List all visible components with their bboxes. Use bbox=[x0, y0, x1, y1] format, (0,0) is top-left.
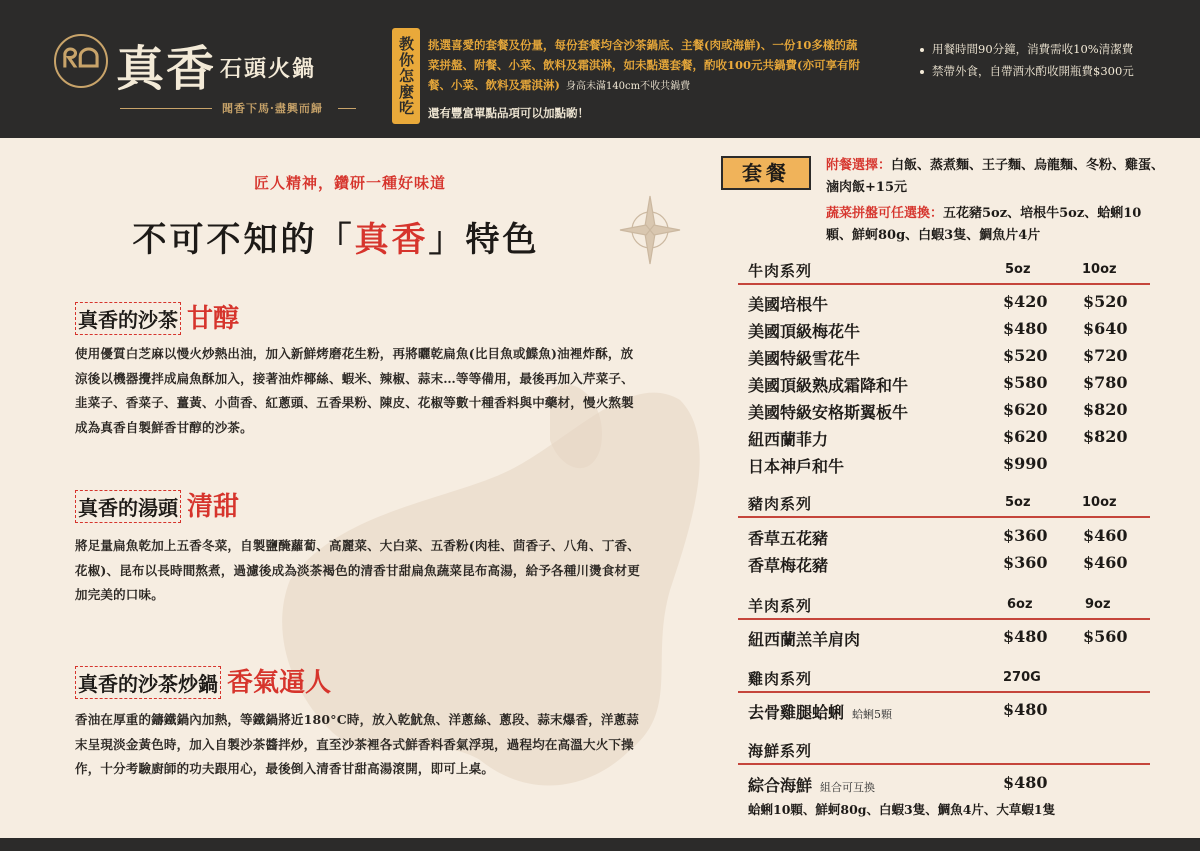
brand-slogan: 聞香下馬·盡興而歸 bbox=[222, 102, 323, 115]
menu-item: 美國特級雪花牛 bbox=[748, 349, 861, 368]
category-lamb: 羊肉系列 bbox=[748, 597, 813, 615]
divider bbox=[738, 691, 1150, 693]
section-body: 將足量扁魚乾加上五香冬菜，自製鹽醃蘿蔔、高麗菜、大白菜、五香粉(肉桂、茴香子、八角、丁香、花椒)、昆布以長時間熬煮，過濾後成為淡茶褐色的清香甘甜扁魚蔬菜昆布高湯，給予各種川燙食材更加完美的口味。 bbox=[75, 538, 640, 602]
page-title: 不可不知的「真香」特色 bbox=[132, 220, 540, 260]
logo-mark: ᖇᗝ bbox=[54, 34, 108, 88]
price: $520 bbox=[1083, 292, 1128, 311]
brand-name: 真香 bbox=[116, 41, 217, 97]
price: $640 bbox=[1083, 319, 1128, 338]
menu-item: 紐西蘭羔羊肩肉 bbox=[748, 630, 861, 649]
price: $780 bbox=[1083, 373, 1128, 392]
seafood-detail: 蛤蜊10顆、鮮蚵80g、白蝦3隻、鯛魚4片、大草蝦1隻 bbox=[748, 802, 1056, 817]
menu-item: 美國頂級梅花牛 bbox=[748, 322, 861, 341]
set-meal-badge: 套餐 bbox=[721, 156, 811, 190]
divider bbox=[738, 516, 1150, 518]
menu-item: 美國頂級熟成霜降和牛 bbox=[748, 376, 909, 395]
bullet-icon bbox=[920, 70, 924, 74]
price: $820 bbox=[1083, 400, 1128, 419]
price: $620 bbox=[1003, 400, 1048, 419]
price: $520 bbox=[1003, 346, 1048, 365]
size-column: 270G bbox=[1003, 670, 1041, 685]
divider bbox=[738, 763, 1150, 765]
howto-extra: 還有豐富單點品項可以加點喲！ bbox=[428, 106, 589, 120]
size-column: 5oz bbox=[1005, 495, 1031, 510]
footer-bar bbox=[0, 838, 1200, 851]
house-rule: 禁帶外食，自帶酒水酌收開瓶費$300元 bbox=[920, 60, 1134, 82]
price: $620 bbox=[1003, 427, 1048, 446]
section-heading: 真香的沙茶 甘醇 bbox=[75, 298, 239, 335]
price: $360 bbox=[1003, 526, 1048, 545]
header-bar bbox=[0, 0, 1200, 138]
brand-subtitle: 石頭火鍋 bbox=[220, 56, 317, 82]
menu-item: 香草五花豬 bbox=[748, 529, 829, 548]
menu-item: 美國特級安格斯翼板牛 bbox=[748, 403, 909, 422]
category-seafood: 海鮮系列 bbox=[748, 742, 813, 760]
price: $360 bbox=[1003, 553, 1048, 572]
menu-item: 紐西蘭菲力 bbox=[748, 430, 829, 449]
house-rule: 用餐時間90分鐘，消費需收10%清潔費 bbox=[920, 38, 1134, 60]
price: $460 bbox=[1083, 553, 1128, 572]
howto-note: 身高未滿140cm不收共鍋費 bbox=[565, 81, 691, 92]
section-heading: 真香的湯頭 清甜 bbox=[75, 486, 239, 523]
divider bbox=[738, 618, 1150, 620]
category-pork: 豬肉系列 bbox=[748, 495, 813, 513]
menu-item: 香草梅花豬 bbox=[748, 556, 829, 575]
bullet-icon bbox=[920, 48, 924, 52]
price: $480 bbox=[1003, 700, 1048, 719]
price: $420 bbox=[1003, 292, 1048, 311]
size-column: 6oz bbox=[1007, 597, 1033, 612]
tagline: 匠人精神，鑽研一種好味道 bbox=[253, 174, 446, 192]
howto-tag: 教你怎麼吃 bbox=[392, 28, 420, 124]
price: $720 bbox=[1083, 346, 1128, 365]
category-beef: 牛肉系列 bbox=[748, 262, 813, 280]
item-note: 蛤蜊5顆 bbox=[852, 708, 893, 721]
price: $480 bbox=[1003, 773, 1048, 792]
size-column: 5oz bbox=[1005, 262, 1031, 277]
price: $580 bbox=[1003, 373, 1048, 392]
divider bbox=[120, 108, 212, 109]
side-dish-info: 附餐選擇：白飯、蒸煮麵、王子麵、烏龍麵、冬粉、雞蛋、滷肉飯+15元 蔬菜拼盤可任選換：五花豬5oz、培根牛5oz、蛤蜊10顆、鮮蚵80g、白蝦3隻、鯛魚片4片 bbox=[826, 158, 1165, 243]
divider bbox=[738, 283, 1150, 285]
price: $820 bbox=[1083, 427, 1128, 446]
section-heading: 真香的沙茶炒鍋 香氣逼人 bbox=[75, 662, 331, 699]
menu-item: 去骨雞腿蛤蜊 蛤蜊5顆 bbox=[748, 703, 893, 722]
price: $460 bbox=[1083, 526, 1128, 545]
size-column: 10oz bbox=[1082, 495, 1117, 510]
menu-item: 綜合海鮮 組合可互換 bbox=[748, 776, 876, 795]
size-column: 10oz bbox=[1082, 262, 1117, 277]
price: $480 bbox=[1003, 319, 1048, 338]
size-column: 9oz bbox=[1085, 597, 1111, 612]
howto-text: 挑選喜愛的套餐及份量，每份套餐均含沙茶鍋底、主餐(肉或海鮮)、一份10多樣的蔬菜拼盤、附餐、小菜、飲料及霜淇淋，如未點選套餐，酌收100元共鍋費(亦可享有附餐、小菜、飲料及霜淇淋) 身高未滿140cm不收共鍋費 bbox=[428, 38, 860, 92]
menu-item: 美國培根牛 bbox=[748, 295, 829, 314]
price: $560 bbox=[1083, 627, 1128, 646]
house-rules bbox=[920, 38, 1134, 82]
section-body: 香油在厚重的鑄鐵鍋內加熱，等鐵鍋將近180°C時，放入乾魷魚、洋蔥絲、蔥段、蒜末爆香，洋蔥蒜末呈現淡金黃色時，加入自製沙茶醬拌炒，直至沙茶裡各式鮮香料香氣浮現，過程均在高溫大火下操作，十分考驗廚師的功夫跟用心，最後倒入清香甘甜高湯滾開，即可上桌。 bbox=[75, 712, 639, 776]
section-body: 使用優質白芝麻以慢火炒熱出油，加入新鮮烤磨花生粉，再將曬乾扁魚(比目魚或鰈魚)油裡炸酥，放涼後以機器攪拌成扁魚酥加入，接著油炸椰絲、蝦米、辣椒、蒜末…等等備用，最後再加入芹菜子、韭菜子、香菜子、薑黃、小茴香、紅蔥頭、五香果粉、陳皮、花椒等數十種香料與中藥材，慢火熬製成為真香自製鮮香甘醇的沙茶。 bbox=[75, 346, 634, 435]
menu-item: 日本神戶和牛 bbox=[748, 457, 845, 476]
item-note: 組合可互換 bbox=[820, 781, 876, 794]
price: $480 bbox=[1003, 627, 1048, 646]
category-chicken: 雞肉系列 bbox=[748, 670, 813, 688]
divider bbox=[338, 108, 356, 109]
price: $990 bbox=[1003, 454, 1048, 473]
